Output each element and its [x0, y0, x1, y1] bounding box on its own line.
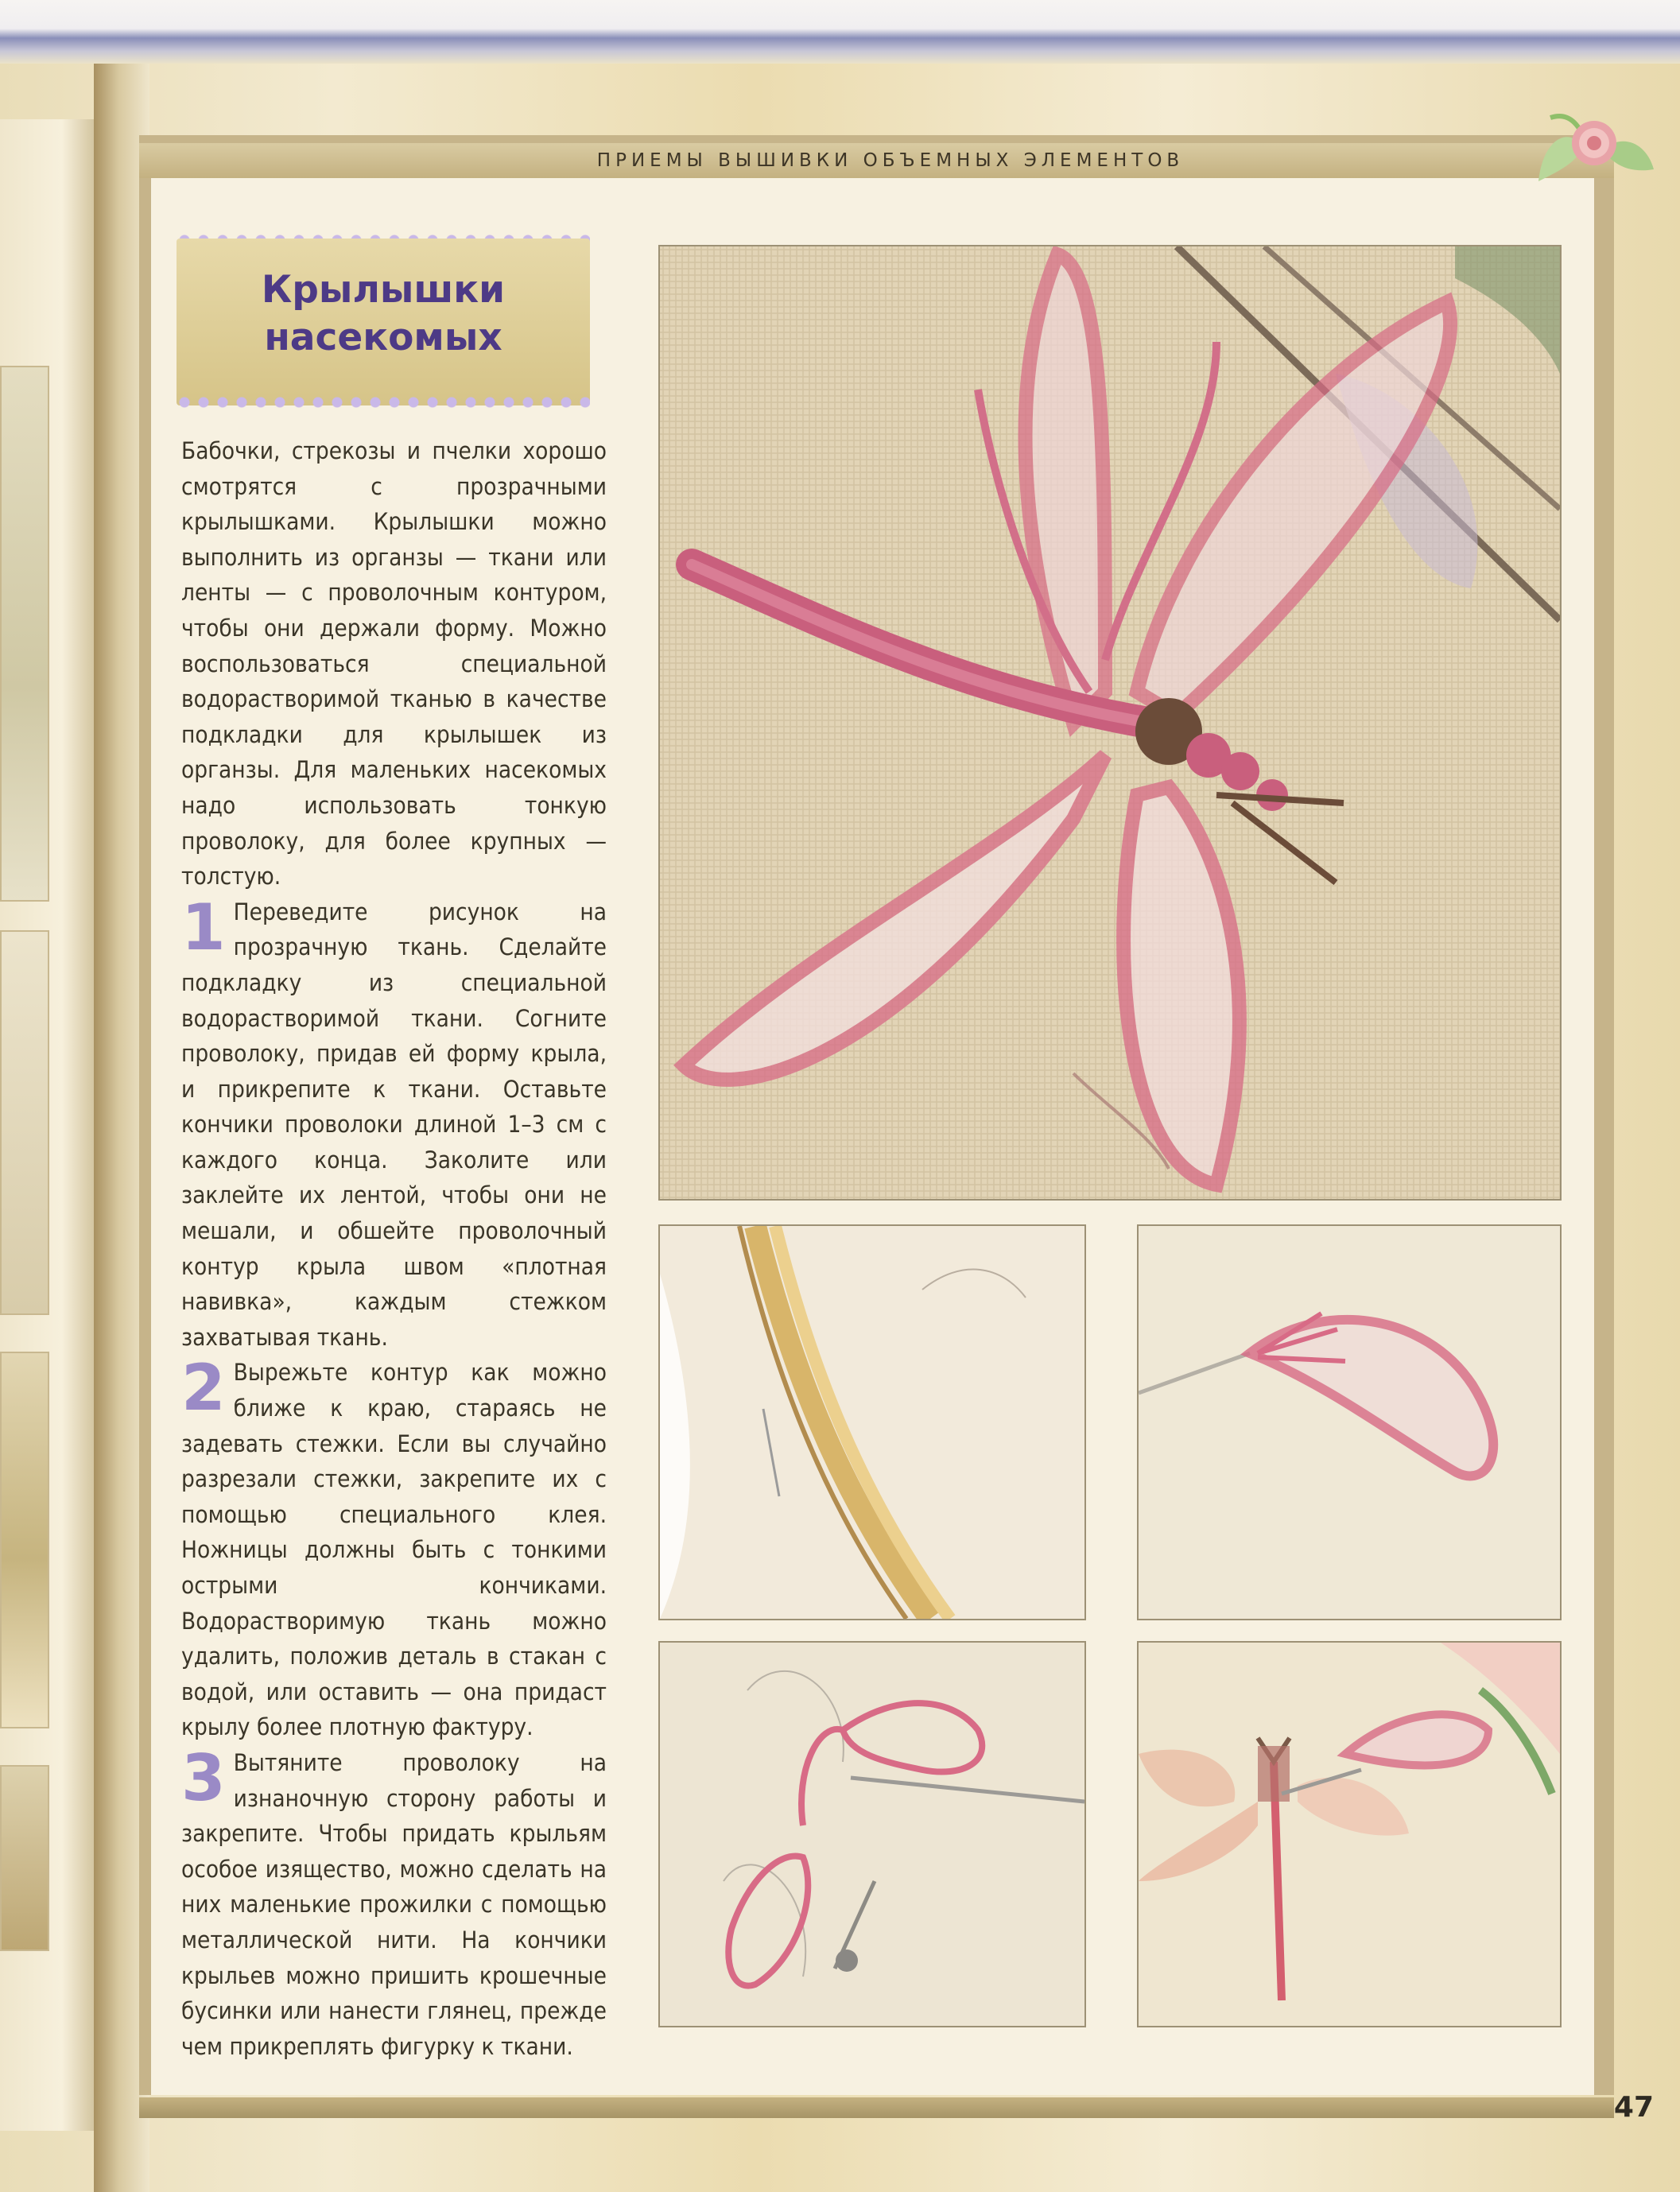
facing-page-photo — [0, 366, 49, 902]
rose-ornament-icon — [1535, 94, 1654, 201]
section-title-line: Крылышки — [261, 268, 506, 312]
section-title — [177, 266, 590, 362]
facing-page-photo — [0, 930, 49, 1315]
article-body — [181, 433, 607, 2064]
step-number: 1 — [181, 890, 226, 964]
footer-band — [139, 2097, 1614, 2118]
needle-photo — [658, 1641, 1086, 2027]
hoop-photo — [658, 1224, 1086, 1620]
step-3 — [181, 1740, 607, 2064]
intro-paragraph: Бабочки, стрекозы и пчелки хорошо смотрятся с прозрачными крылышками. Крылышки можно выполнить из органзы — ткани или ленты — с проволочным контуром, чтобы они держали форму. Можно воспользоваться специальной водорастворимой тканью в качестве подкладки для крылышек из органзы. Для маленьких насекомых надо использовать тонкую проволоку, для более крупных — толстую. — [181, 437, 607, 890]
step-number: 3 — [181, 1740, 226, 1815]
wire-wing-photo — [1137, 1224, 1562, 1620]
step-text: Вырежьте контур как можно ближе к краю, стараясь не задевать стежки. Если вы случайно разрезали стежки, закрепите их с помощью специального клея. Ножницы должны быть с тонкими острыми кончиками. Водорастворимую ткань можно удалить, положив деталь в стакан с водой, или оставить — она придаст крылу более плотную фактуру. — [181, 1359, 607, 1741]
page-number: 47 — [1613, 2091, 1654, 2124]
section-title-line: насекомых — [264, 316, 502, 359]
step-2 — [181, 1351, 607, 1745]
running-head: ПРИЕМЫ ВЫШИВКИ ОБЪЕМНЫХ ЭЛЕМЕНТОВ — [596, 150, 1185, 171]
step-number: 2 — [181, 1351, 226, 1426]
title-lace-trim — [177, 394, 590, 410]
facing-page-photo — [0, 1765, 49, 1951]
facing-page-photo — [0, 1352, 49, 1728]
finished-dragonfly-photo — [1137, 1641, 1562, 2027]
dragonfly-photo — [658, 245, 1562, 1201]
scan-top-edge — [0, 0, 1680, 64]
step-text: Вытяните проволоку на изнаночную сторону работы и закрепите. Чтобы придать крыльям особое изящество, можно сделать на них маленькие прожилки с помощью металлической нити. На кончики крыльев можно пришить крошечные бусинки или нанести глянец, прежде чем прикреплять фигурку к ткани. — [181, 1748, 607, 2060]
step-1 — [181, 890, 607, 1356]
step-text: Переведите рисунок на прозрачную ткань. Сделайте подкладку из специальной водорастворимой ткани. Согните проволоку, придав ей форму крыла, и прикрепите к ткани. Оставьте кончики проволоки длиной 1–3 см с каждого конца. Заколите или заклейте их лентой, чтобы они не мешали, и обшейте проволочный контур крыла швом «плотная навивка», каждым стежком захватывая ткань. — [181, 898, 607, 1351]
facing-page-edge — [0, 119, 103, 2131]
